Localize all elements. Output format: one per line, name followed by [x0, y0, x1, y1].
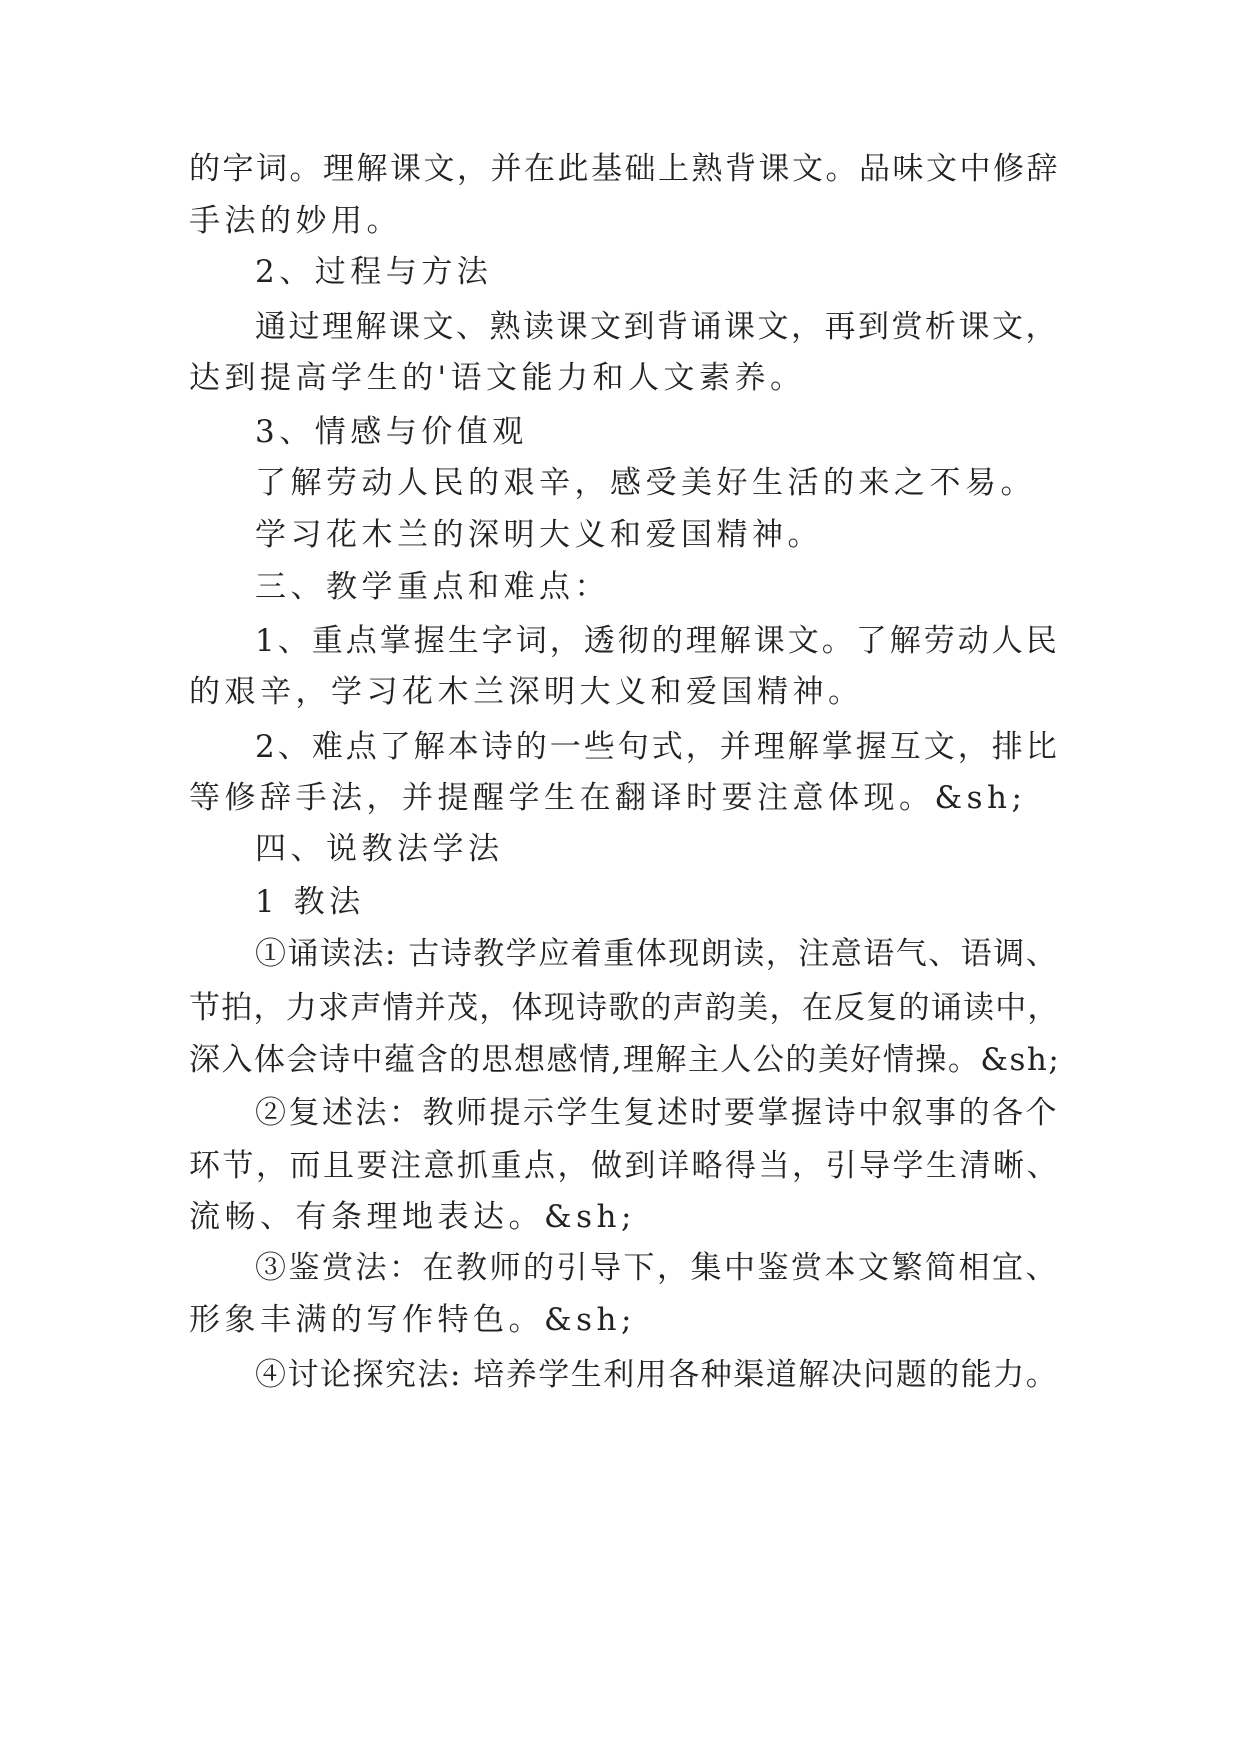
- text-line: 的艰辛，学习花木兰深明大义和爱国精神。: [189, 674, 864, 710]
- text-line: 环节，而且要注意抓重点，做到详略得当，引导学生清晰、: [189, 1148, 1060, 1184]
- text-line: 2、过程与方法: [255, 254, 493, 290]
- text-line: ①诵读法: 古诗教学应着重体现朗读，注意语气、语调、: [255, 936, 1059, 972]
- text-line: 等修辞手法，并提醒学生在翻译时要注意体现。&sh;: [189, 780, 1027, 816]
- text-line: 1、重点掌握生字词，透彻的理解课文。了解劳动人民: [255, 623, 1060, 659]
- text-line: 1 教法: [255, 884, 365, 920]
- text-line: 2、难点了解本诗的一些句式，并理解掌握互文，排比: [255, 729, 1060, 765]
- text-line: 深入体会诗中蕴含的思想感情,理解主人公的美好情操。&sh;: [189, 1042, 1061, 1078]
- text-line: 手法的妙用。: [189, 203, 402, 239]
- text-line: 四、说教法学法: [255, 831, 504, 867]
- text-line: 学习花木兰的深明大义和爱国精神。: [255, 517, 823, 553]
- text-line: 形象丰满的写作特色。&sh;: [189, 1302, 636, 1338]
- text-line: 通过理解课文、熟读课文到背诵课文，再到赏析课文，: [255, 309, 1059, 345]
- text-line: ②复述法：教师提示学生复述时要掌握诗中叙事的各个: [255, 1095, 1059, 1131]
- text-line: 3、情感与价值观: [255, 414, 528, 450]
- text-line: 的字词。理解课文，并在此基础上熟背课文。品味文中修辞: [189, 151, 1060, 187]
- text-line: ③鉴赏法：在教师的引导下，集中鉴赏本文繁简相宜、: [255, 1250, 1059, 1286]
- text-line: 三、教学重点和难点：: [255, 569, 610, 605]
- text-line: 了解劳动人民的艰辛，感受美好生活的来之不易。: [255, 465, 1036, 501]
- text-line: ④讨论探究法: 培养学生利用各种渠道解决问题的能力。: [255, 1357, 1059, 1393]
- text-line: 节拍，力求声情并茂，体现诗歌的声韵美，在反复的诵读中，: [189, 990, 1060, 1026]
- text-line: 达到提高学生的'语文能力和人文素养。: [189, 360, 806, 396]
- text-line: 流畅、有条理地表达。&sh;: [189, 1199, 636, 1235]
